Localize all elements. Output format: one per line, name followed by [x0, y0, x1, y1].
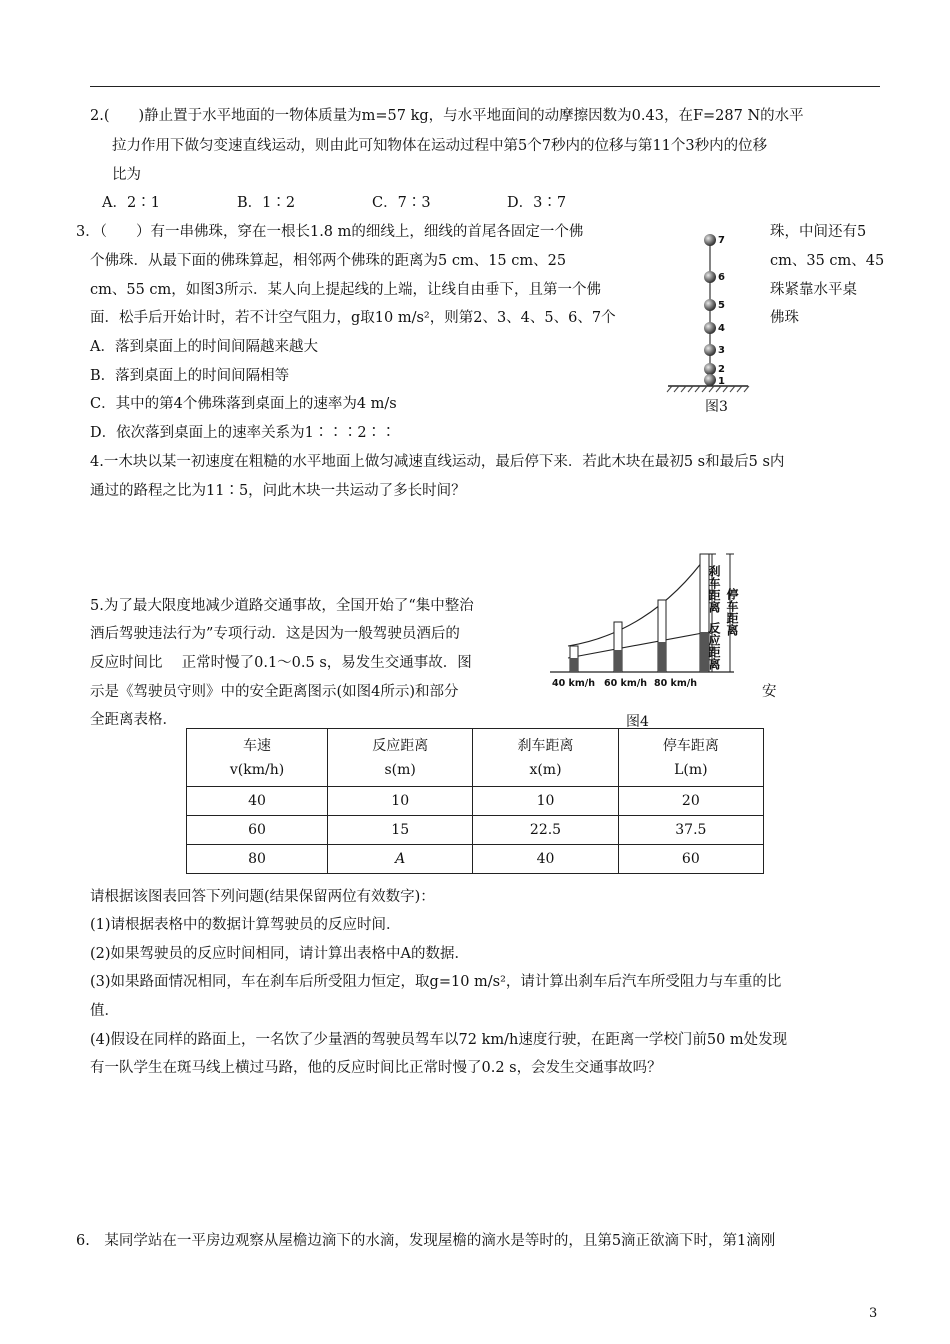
- bead-label-7: 7: [718, 235, 725, 246]
- q3-line-2: 个佛珠．从最下面的佛珠算起，相邻两个佛珠的距离为5 cm、15 cm、25: [90, 253, 567, 269]
- q5-intro: 请根据该图表回答下列问题(结果保留两位有效数字)：: [90, 889, 435, 905]
- q3-line-3: cm、55 cm，如图3所示．某人向上提起线的上端，让线自由垂下，且第一个佛: [90, 282, 602, 298]
- table-cell: 80: [187, 845, 328, 874]
- q5-line-4-right: 安: [762, 684, 777, 700]
- table-cell: 10: [328, 787, 473, 816]
- bead-3: [704, 344, 716, 356]
- bead-label-5: 5: [718, 300, 725, 311]
- q2-line-1: 2.( )静止置于水平地面的一物体质量为m=57 kg，与水平地面间的动摩擦因数为0.43，在F=287 N的水平: [90, 108, 804, 124]
- header-stop: 停车距离 L(m): [618, 729, 763, 787]
- table-row: [187, 845, 764, 874]
- figure-4-label: 图4: [626, 714, 649, 730]
- table-header-row: [187, 729, 764, 787]
- q2-option-d: D．3∶7: [507, 195, 567, 211]
- q3-line-2-right: cm、35 cm、45: [770, 253, 885, 269]
- q3-line-1-right: 珠，中间还有5: [770, 224, 867, 240]
- q5-sub-4-line-2: 有一队学生在斑马线上横过马路，他的反应时间比正常时慢了0.2 s，会发生交通事故吗？: [90, 1060, 662, 1076]
- bead-7: [704, 234, 716, 246]
- safe-distance-table: [186, 728, 764, 874]
- q2-line-2: 拉力作用下做匀变速直线运动，则由此可知物体在运动过程中第5个7秒内的位移与第11个3秒内的位移: [112, 138, 768, 154]
- q5-line-3: 反应时间比 正常时慢了0.1～0.5 s，易发生交通事故．图: [90, 655, 472, 671]
- bead-6: [704, 271, 716, 283]
- q5-line-1: 5.为了最大限度地减少道路交通事故，全国开始了“集中整治: [90, 598, 474, 614]
- stopping-distance-figure: [548, 550, 744, 692]
- bead-label-4: 4: [718, 323, 725, 334]
- q3-option-d: D．依次落到桌面上的速率关系为1∶∶∶2∶∶: [90, 425, 396, 441]
- q4-line-2: 通过的路程之比为11∶5，问此木块一共运动了多长时间？: [90, 483, 466, 499]
- q3-option-c: C．其中的第4个佛珠落到桌面上的速率为4 m/s: [90, 396, 397, 412]
- q3-line-4-right: 佛珠: [770, 310, 799, 326]
- table-cell: 20: [618, 787, 763, 816]
- table-cell: A: [328, 845, 473, 874]
- table-cell: 60: [618, 845, 763, 874]
- header-rule: [90, 86, 880, 87]
- bead-5: [704, 299, 716, 311]
- speed-label-60: 60 km/h: [604, 678, 647, 689]
- page-number: 3: [869, 1306, 878, 1321]
- header-speed: 车速 v(km/h): [187, 729, 328, 787]
- q2-options: [102, 193, 642, 213]
- bead-label-3: 3: [718, 345, 725, 356]
- bead-string-figure: [660, 228, 760, 396]
- table-cell: 10: [473, 787, 618, 816]
- q5-sub-3-line-2: 值．: [90, 1003, 119, 1019]
- brake-distance-label: 刹车距离: [707, 565, 721, 613]
- table-row: [187, 816, 764, 845]
- table-cell: 60: [187, 816, 328, 845]
- q3-option-a: A．落到桌面上的时间间隔越来越大: [90, 339, 318, 355]
- reaction-distance-label: 反应距离: [707, 622, 721, 670]
- q5-line-4: 示是《驾驶员守则》中的安全距离图示(如图4所示)和部分: [90, 684, 459, 700]
- q5-sub-2: (2)如果驾驶员的反应时间相同，请计算出表格中A的数据．: [90, 946, 470, 962]
- q3-option-b: B．落到桌面上的时间间隔相等: [90, 368, 290, 384]
- q6-line-1: 6. 某同学站在一平房边观察从屋檐边滴下的水滴，发现屋檐的滴水是等时的，且第5滴正欲滴下时，第1滴刚: [76, 1233, 776, 1249]
- table-row: [187, 787, 764, 816]
- stop-distance-label: 停车距离: [725, 588, 739, 636]
- table-cell: 37.5: [618, 816, 763, 845]
- q5-line-2: 酒后驾驶违法行为”专项行动．这是因为一般驾驶员酒后的: [90, 626, 460, 642]
- q2-line-3: 比为: [112, 167, 141, 183]
- q2-option-c: C．7∶3: [372, 195, 431, 211]
- q5-line-5: 全距离表格．: [90, 712, 177, 728]
- q5-sub-3-line-1: (3)如果路面情况相同，车在刹车后所受阻力恒定，取g=10 m/s²，请计算出刹车后汽车所受阻力与车重的比: [90, 974, 782, 990]
- q5-sub-1: (1)请根据表格中的数据计算驾驶员的反应时间．: [90, 917, 401, 933]
- header-reaction: 反应距离 s(m): [328, 729, 473, 787]
- q3-line-3-right: 珠紧靠水平桌: [770, 282, 857, 298]
- speed-label-40: 40 km/h: [552, 678, 595, 689]
- table-cell: 40: [473, 845, 618, 874]
- header-brake: 刹车距离 x(m): [473, 729, 618, 787]
- bead-4: [704, 322, 716, 334]
- q5-sub-4-line-1: (4)假设在同样的路面上，一名饮了少量酒的驾驶员驾车以72 km/h速度行驶，在距离一学校门前50 m处发现: [90, 1032, 788, 1048]
- bead-label-6: 6: [718, 272, 725, 283]
- figure-3-label: 图3: [705, 399, 728, 415]
- q2-option-a: A．2∶1: [102, 195, 160, 211]
- bead-label-2: 2: [718, 364, 725, 375]
- q3-line-1: 3．（ ）有一串佛珠，穿在一根长1.8 m的细线上，细线的首尾各固定一个佛: [76, 224, 584, 240]
- q4-line-1: 4.一木块以某一初速度在粗糙的水平地面上做匀减速直线运动，最后停下来．若此木块在最初5 s和最后5 s内: [90, 454, 785, 470]
- bead-1: [704, 374, 716, 386]
- q3-line-4: 面．松手后开始计时，若不计空气阻力，g取10 m/s²，则第2、3、4、5、6、7个: [90, 310, 616, 326]
- table-cell: 15: [328, 816, 473, 845]
- table-cell: 40: [187, 787, 328, 816]
- bead-2: [704, 363, 716, 375]
- speed-label-80: 80 km/h: [654, 678, 697, 689]
- q2-option-b: B．1∶2: [237, 195, 296, 211]
- bead-label-1: 1: [718, 376, 725, 387]
- table-cell: 22.5: [473, 816, 618, 845]
